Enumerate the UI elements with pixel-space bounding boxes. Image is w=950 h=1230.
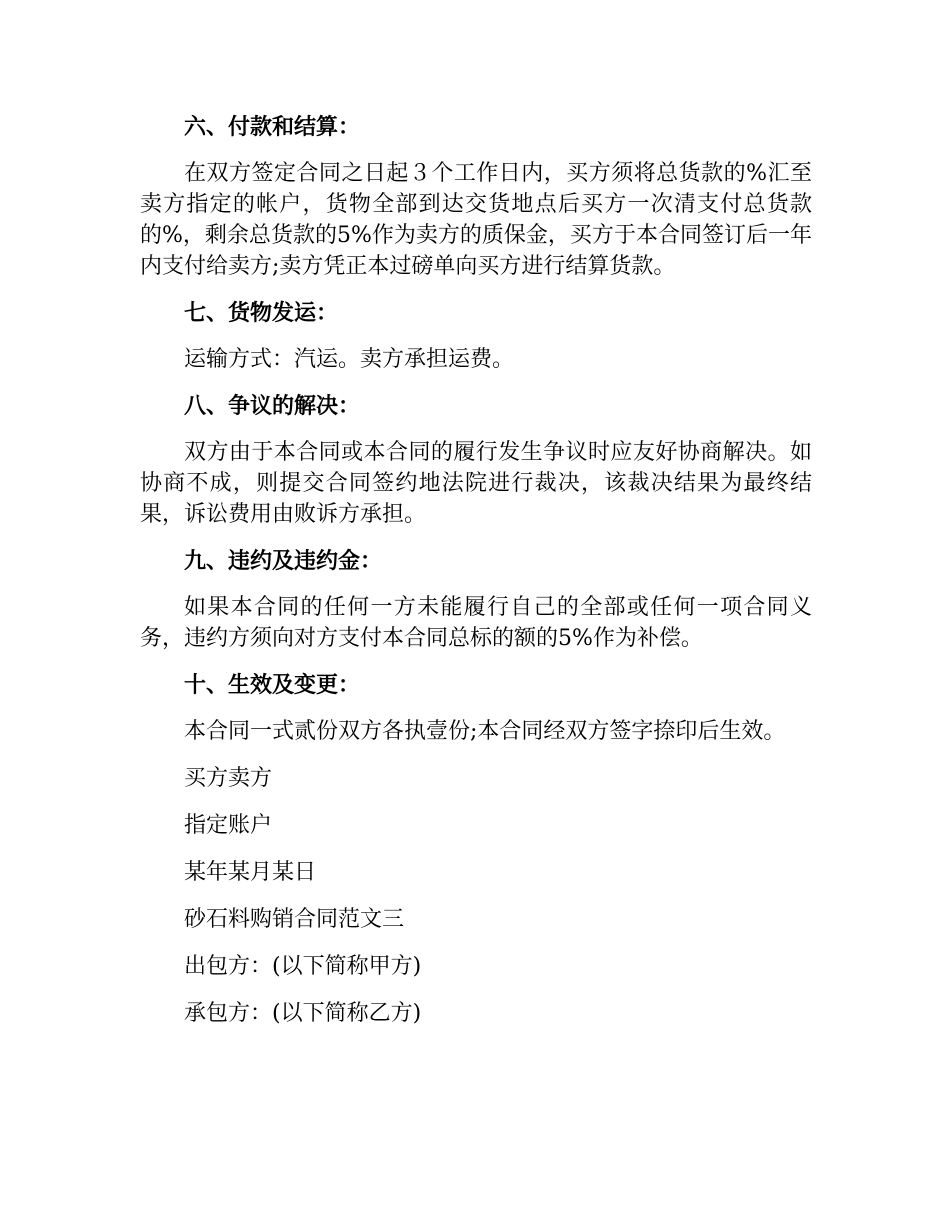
designated-account-line: 指定账户 [184, 813, 273, 838]
section-heading: 九、违约及违约金： [184, 549, 383, 574]
section-effect [140, 670, 812, 747]
party-a-line: 出包方：(以下简称甲方) [184, 954, 422, 979]
section-breach [140, 546, 812, 654]
section-heading: 十、生效及变更： [184, 673, 361, 698]
section-paragraph: 运输方式：汽运。卖方承担运费。 [184, 347, 515, 372]
party-b-line: 承包方：(以下简称乙方) [184, 1001, 422, 1026]
section-paragraph: 本合同一式贰份双方各执壹份;本合同经双方签字捺印后生效。 [184, 719, 786, 744]
section-payment [140, 112, 812, 282]
section-paragraph: 双方由于本合同或本合同的履行发生争议时应友好协商解决。如协商不成，则提交合同签约地法院进行裁决，该裁决结果为最终结果，诉讼费用由败诉方承担。 [140, 440, 812, 527]
section-heading: 七、货物发运： [184, 301, 339, 326]
section-shipping [140, 298, 812, 375]
section-heading: 八、争议的解决： [184, 394, 361, 419]
closing-block [140, 763, 812, 1029]
signature-parties-line: 买方卖方 [184, 766, 273, 791]
section-dispute [140, 391, 812, 530]
section-paragraph: 在双方签定合同之日起３个工作日内，买方须将总货款的%汇至卖方指定的帐户，货物全部到达交货地点后买方一次清支付总货款的%，剩余总货款的5%作为卖方的质保金，买方于本合同签订后一年内支付给卖方;卖方凭正本过磅单向买方进行结算货款。 [140, 161, 812, 279]
section-paragraph: 如果本合同的任何一方未能履行自己的全部或任何一项合同义务，违约方须向对方支付本合同总标的额的5%作为补偿。 [140, 595, 812, 651]
date-line: 某年某月某日 [184, 860, 317, 885]
document-body [140, 112, 812, 1045]
sample-title-line: 砂石料购销合同范文三 [184, 907, 405, 932]
section-heading: 六、付款和结算： [184, 115, 361, 140]
